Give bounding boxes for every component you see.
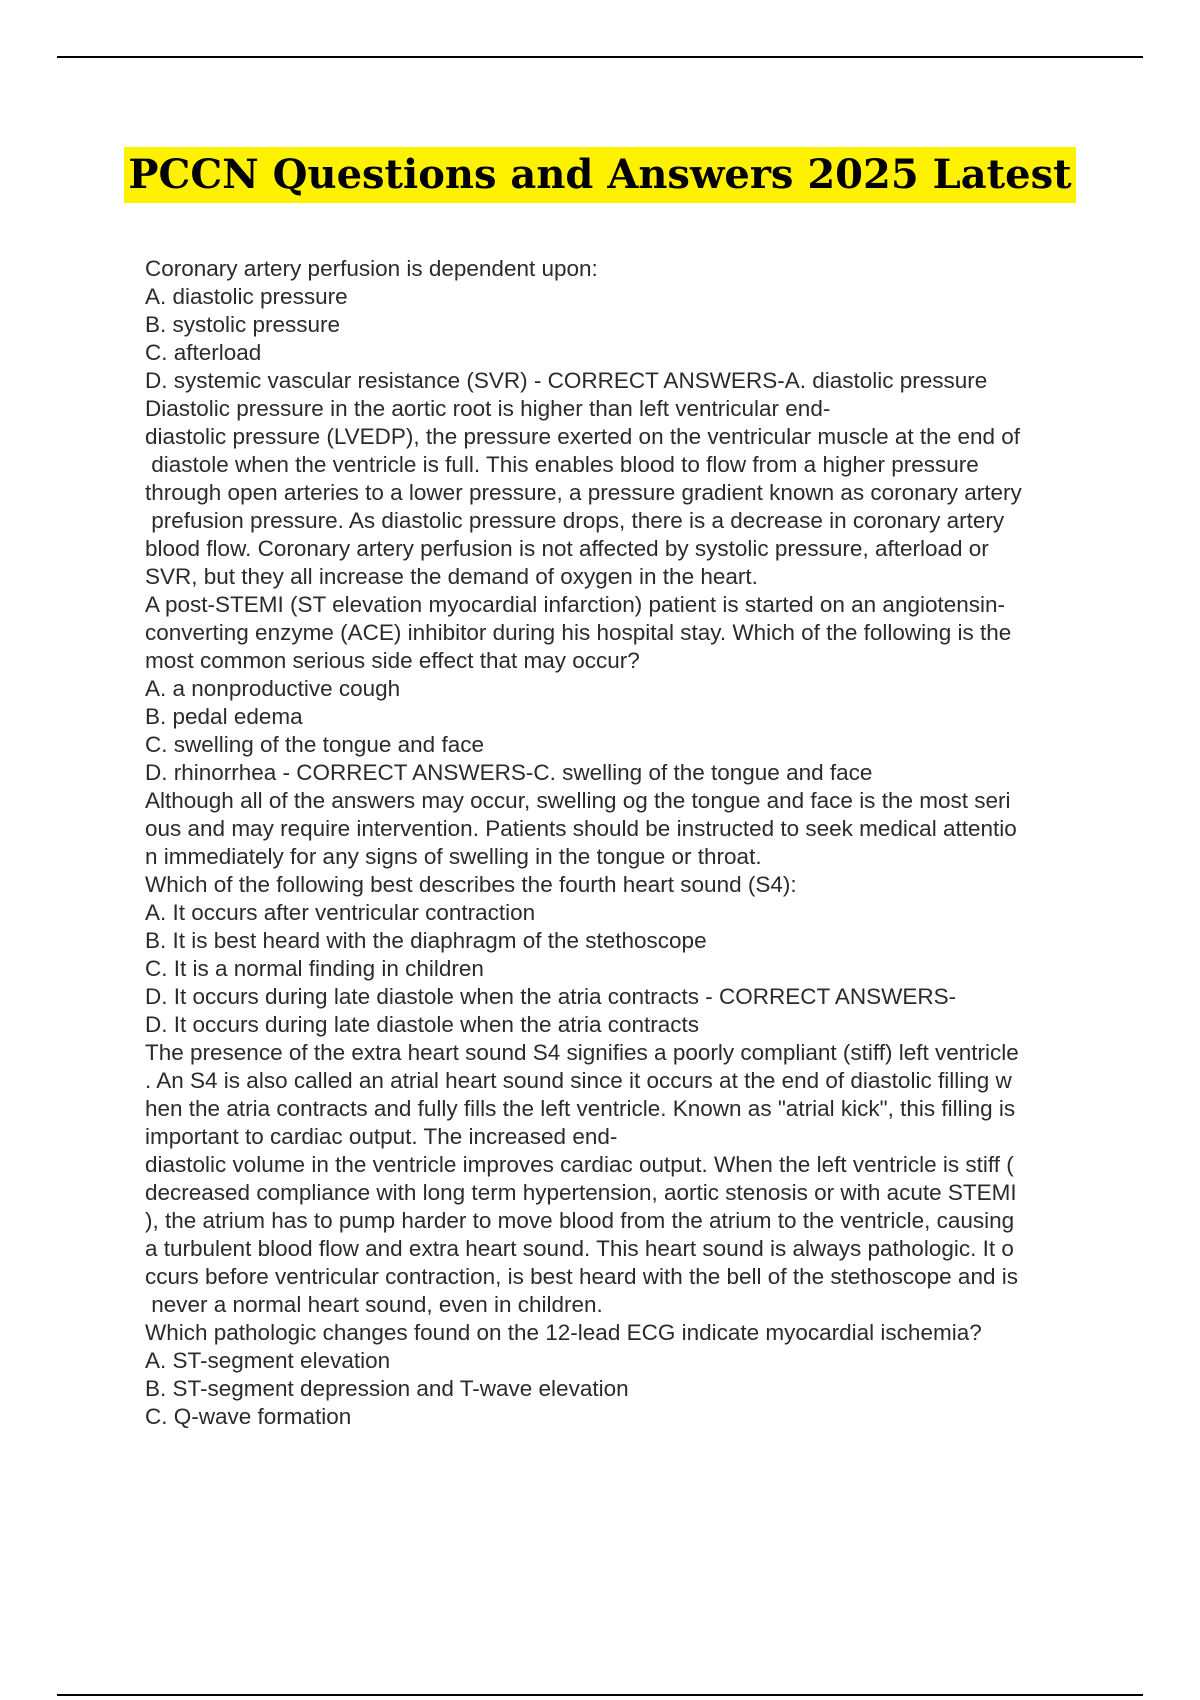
- text-line: diastolic volume in the ventricle improves cardiac output. When the left ventricle is stiff (: [145, 1152, 1014, 1177]
- text-line: . An S4 is also called an atrial heart sound since it occurs at the end of diastolic filling w: [145, 1068, 1012, 1093]
- page-title: PCCN Questions and Answers 2025 Latest: [124, 147, 1075, 203]
- text-line: Which pathologic changes found on the 12-lead ECG indicate myocardial ischemia?: [145, 1320, 982, 1345]
- text-line: A post-STEMI (ST elevation myocardial infarction) patient is started on an angiotensin-: [145, 592, 1006, 617]
- text-line: important to cardiac output. The increased end-: [145, 1124, 618, 1149]
- text-line: B. It is best heard with the diaphragm of the stethoscope: [145, 928, 707, 953]
- text-line: D. It occurs during late diastole when the atria contracts - CORRECT ANSWERS-: [145, 984, 957, 1009]
- text-line: a turbulent blood flow and extra heart sound. This heart sound is always pathologic. It o: [145, 1236, 1014, 1261]
- text-line: diastolic pressure (LVEDP), the pressure exerted on the ventricular muscle at the end of: [145, 424, 1021, 449]
- text-line: A. a nonproductive cough: [145, 676, 401, 701]
- text-line: never a normal heart sound, even in children.: [145, 1292, 603, 1317]
- text-line: converting enzyme (ACE) inhibitor during his hospital stay. Which of the following is the: [145, 620, 1012, 645]
- document-body: [145, 255, 1105, 1431]
- text-line: Coronary artery perfusion is dependent upon:: [145, 256, 598, 281]
- text-line: Although all of the answers may occur, swelling og the tongue and face is the most seri: [145, 788, 1011, 813]
- text-line: through open arteries to a lower pressure, a pressure gradient known as coronary artery: [145, 480, 1022, 505]
- text-line: B. systolic pressure: [145, 312, 341, 337]
- text-line: A. diastolic pressure: [145, 284, 348, 309]
- text-line: D. systemic vascular resistance (SVR) - CORRECT ANSWERS-A. diastolic pressure: [145, 368, 988, 393]
- text-line: A. It occurs after ventricular contraction: [145, 900, 536, 925]
- text-line: hen the atria contracts and fully fills the left ventricle. Known as "atrial kick", this filling is: [145, 1096, 1016, 1121]
- text-line: ), the atrium has to pump harder to move blood from the atrium to the ventricle, causing: [145, 1208, 1015, 1233]
- text-line: SVR, but they all increase the demand of oxygen in the heart.: [145, 564, 758, 589]
- text-line: B. pedal edema: [145, 704, 303, 729]
- text-line: Which of the following best describes the fourth heart sound (S4):: [145, 872, 797, 897]
- text-line: C. It is a normal finding in children: [145, 956, 484, 981]
- text-line: D. It occurs during late diastole when the atria contracts: [145, 1012, 700, 1037]
- text-line: A. ST-segment elevation: [145, 1348, 391, 1373]
- title-container: [0, 147, 1200, 203]
- text-line: Diastolic pressure in the aortic root is higher than left ventricular end-: [145, 396, 831, 421]
- text-line: decreased compliance with long term hypertension, aortic stenosis or with acute STEMI: [145, 1180, 1017, 1205]
- text-line: most common serious side effect that may occur?: [145, 648, 640, 673]
- text-line: C. Q-wave formation: [145, 1404, 352, 1429]
- bottom-rule: [57, 1694, 1143, 1696]
- text-line: The presence of the extra heart sound S4 signifies a poorly compliant (stiff) left ventricle: [145, 1040, 1019, 1065]
- text-line: ccurs before ventricular contraction, is best heard with the bell of the stethoscope and is: [145, 1264, 1018, 1289]
- text-line: n immediately for any signs of swelling in the tongue or throat.: [145, 844, 762, 869]
- text-line: C. swelling of the tongue and face: [145, 732, 484, 757]
- text-line: ous and may require intervention. Patients should be instructed to seek medical attentio: [145, 816, 1017, 841]
- text-line: B. ST-segment depression and T-wave elevation: [145, 1376, 629, 1401]
- text-line: diastole when the ventricle is full. This enables blood to flow from a higher pressure: [145, 452, 979, 477]
- top-rule: [57, 56, 1143, 58]
- text-line: C. afterload: [145, 340, 262, 365]
- text-line: D. rhinorrhea - CORRECT ANSWERS-C. swelling of the tongue and face: [145, 760, 873, 785]
- text-line: prefusion pressure. As diastolic pressure drops, there is a decrease in coronary artery: [145, 508, 1005, 533]
- text-line: blood flow. Coronary artery perfusion is not affected by systolic pressure, afterload or: [145, 536, 989, 561]
